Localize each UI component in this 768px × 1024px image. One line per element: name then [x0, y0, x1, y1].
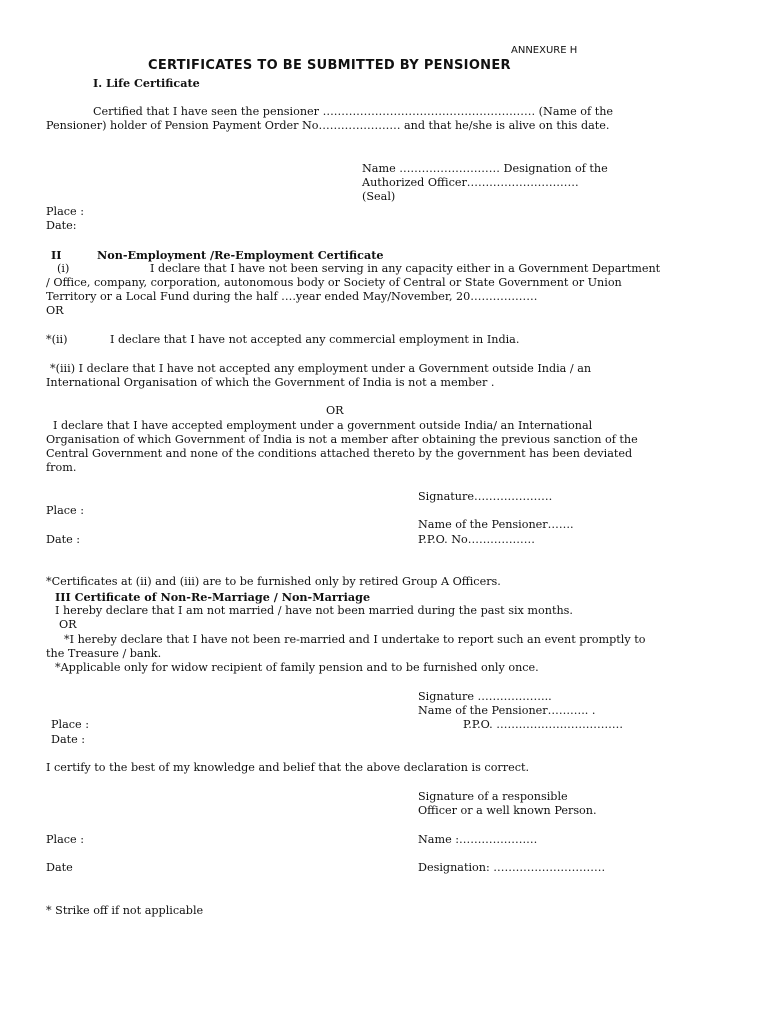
signature-line: Signature ………………..: [418, 690, 552, 703]
ppo-number-line: P.P.O. …………………………….: [463, 718, 623, 731]
footnote: * Strike off if not applicable: [46, 904, 204, 917]
widow-note: *Applicable only for widow recipient of family pension and to be furnished only once.: [55, 661, 539, 674]
section-1-text-line: Pensioner) holder of Pension Payment Order No…………………. and that he/she is alive on this date.: [46, 119, 610, 132]
alt-declaration-line: Organisation of which Government of India is not a member after obtaining the previous sanction of the: [46, 433, 638, 446]
item-i-text-line: Territory or a Local Fund during the half ….year ended May/November, 20………………: [46, 290, 538, 303]
item-iii-text-line: *(iii) I declare that I have not accepted any employment under a Government outside India / an: [50, 362, 592, 375]
place-label: Place :: [46, 833, 84, 846]
pensioner-name-line: Name of the Pensioner……….. .: [418, 704, 596, 717]
place-label: Place :: [46, 205, 84, 218]
section-3-text-line: *I hereby declare that I have not been re-married and I undertake to report such an event promptly to: [64, 633, 646, 646]
section-2-heading: Non-Employment /Re-Employment Certificate: [97, 248, 384, 262]
pensioner-name-line: Name of the Pensioner…….: [418, 518, 574, 531]
section-3-heading: III Certificate of Non-Re-Marriage / Non-Marriage: [55, 590, 371, 604]
item-ii-label: *(ii): [46, 333, 68, 346]
date-label: Date: [46, 861, 73, 874]
item-iii-text-line: International Organisation of which the Government of India is not a member .: [46, 376, 495, 389]
page-title: CERTIFICATES TO BE SUBMITTED BY PENSIONER: [148, 58, 511, 73]
date-label: Date :: [46, 533, 81, 546]
ppo-number-line: P.P.O. No………………: [418, 533, 535, 546]
authorized-officer-line: Authorized Officer…………………………: [362, 176, 579, 189]
group-a-note: *Certificates at (ii) and (iii) are to be furnished only by retired Group A Officers.: [46, 575, 501, 588]
responsible-officer-signature: Officer or a well known Person.: [418, 804, 597, 817]
item-ii-text: I declare that I have not accepted any commercial employment in India.: [110, 333, 520, 346]
item-i-text-line: / Office, company, corporation, autonomous body or Society of Central or State Government or Union: [46, 276, 622, 289]
place-label: Place :: [46, 504, 84, 517]
place-label: Place :: [51, 718, 89, 731]
section-3-text-line: the Treasure / bank.: [46, 647, 162, 660]
officer-name-line: Name ……………………… Designation of the: [362, 162, 608, 175]
item-i-label: (i): [57, 262, 70, 275]
or-separator: OR: [46, 304, 64, 317]
designation-line: Designation: …………………………: [418, 861, 606, 874]
date-label: Date:: [46, 219, 77, 232]
date-label: Date :: [51, 733, 86, 746]
section-1-text-line: Certified that I have seen the pensioner ………………………………………………… (Name of the: [93, 105, 614, 118]
seal-label: (Seal): [362, 190, 396, 203]
annexure-label: ANNEXURE H: [511, 45, 578, 56]
certification-statement: I certify to the best of my knowledge and belief that the above declaration is correct.: [46, 761, 530, 774]
section-1-heading: I. Life Certificate: [93, 76, 200, 90]
item-i-text-line: I declare that I have not been serving in any capacity either in a Government Department: [150, 262, 661, 275]
responsible-officer-signature: Signature of a responsible: [418, 790, 568, 803]
or-separator: OR: [326, 404, 344, 417]
officer-name-line: Name :…………………: [418, 833, 538, 846]
alt-declaration-line: I declare that I have accepted employment under a government outside India/ an International: [53, 419, 593, 432]
signature-line: Signature…………………: [418, 490, 553, 503]
alt-declaration-line: Central Government and none of the conditions attached thereto by the government has been deviated: [46, 447, 633, 460]
section-3-text-line: I hereby declare that I am not married / have not been married during the past six months.: [55, 604, 573, 617]
section-2-number: II: [51, 248, 62, 262]
alt-declaration-line: from.: [46, 461, 77, 474]
or-separator: OR: [59, 618, 77, 631]
